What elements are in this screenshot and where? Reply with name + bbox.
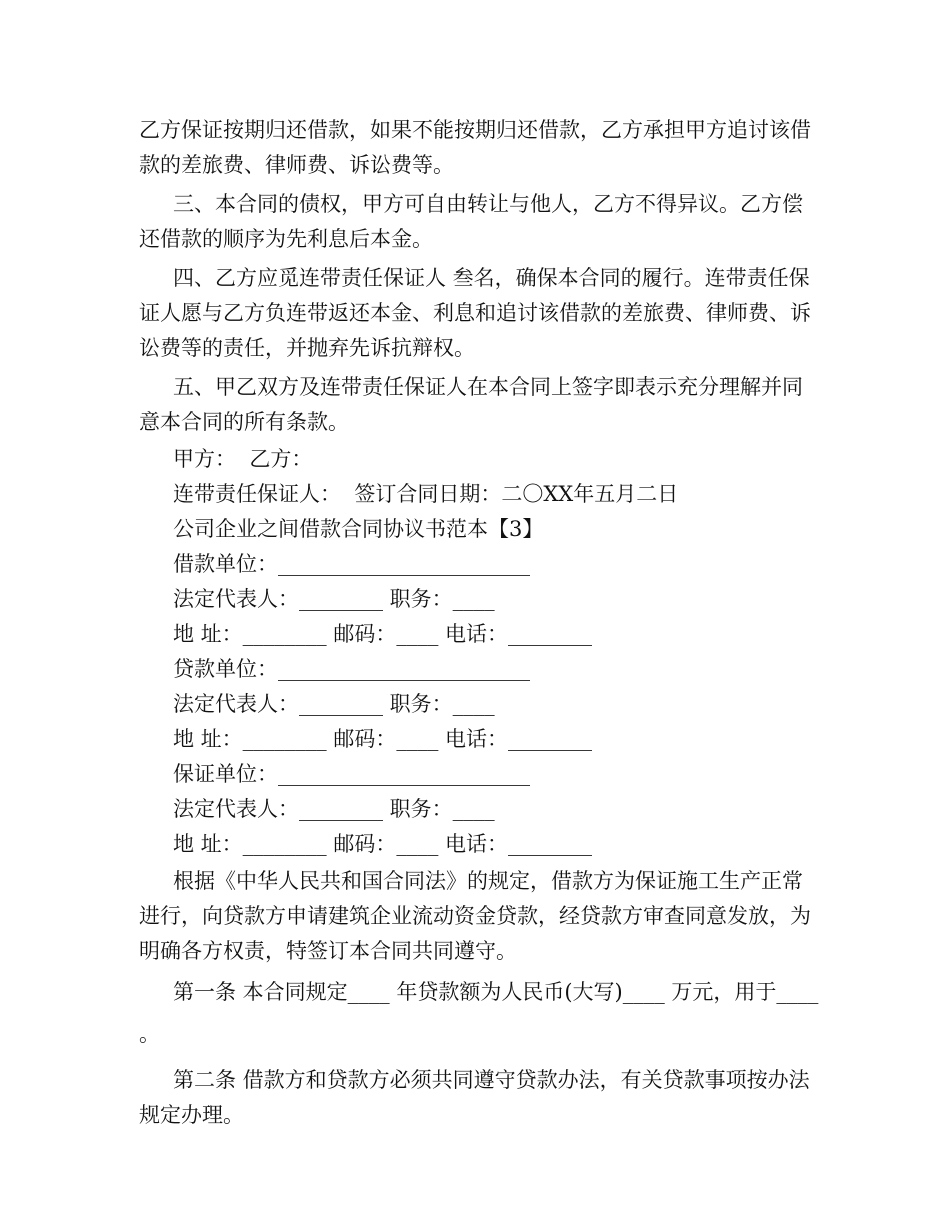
paragraph-p7: 公司企业之间借款合同协议书范本【3】 xyxy=(173,517,544,541)
paragraph-p18: 第一条 本合同规定____ 年贷款额为人民币(大写)____ 万元，用于____ 。 xyxy=(139,980,826,1046)
paragraph-p2: 三、本合同的债权，甲方可自由转让与他人，乙方不得异议。乙方偿还借款的顺序为先利息后本金。 xyxy=(139,192,803,251)
paragraph-p15: 法定代表人：________ 职务：____ xyxy=(173,797,495,821)
paragraph-p12: 法定代表人：________ 职务：____ xyxy=(173,692,495,716)
paragraph-p14: 保证单位：________________________ xyxy=(173,762,530,786)
paragraph-p17: 根据《中华人民共和国合同法》的规定，借款方为保证施工生产正常进行，向贷款方申请建筑企业流动资金贷款，经贷款方审查同意发放，为明确各方权责，特签订本合同共同遵守。 xyxy=(139,869,811,963)
paragraph-p10: 地 址：________ 邮码：____ 电话：________ xyxy=(173,622,593,646)
paragraph-p5: 甲方： 乙方： xyxy=(173,447,313,471)
paragraph-p4: 五、甲乙双方及连带责任保证人在本合同上签字即表示充分理解并同意本合同的所有条款。 xyxy=(139,375,803,434)
paragraph-p13: 地 址：________ 邮码：____ 电话：________ xyxy=(173,727,593,751)
paragraph-p16: 地 址：________ 邮码：____ 电话：________ xyxy=(173,832,593,856)
paragraph-p3: 四、乙方应觅连带责任保证人 叁名，确保本合同的履行。连带责任保证人愿与乙方负连带返还本金、利息和追讨该借款的差旅费、律师费、诉讼费等的责任，并抛弃先诉抗辩权。 xyxy=(139,266,811,360)
paragraph-p1: 乙方保证按期归还借款，如果不能按期归还借款，乙方承担甲方追讨该借款的差旅费、律师费、诉讼费等。 xyxy=(139,118,811,177)
document-body xyxy=(139,113,826,1133)
paragraph-p6: 连带责任保证人： 签订合同日期：二〇XX年五月二日 xyxy=(173,482,679,506)
paragraph-p9: 法定代表人：________ 职务：____ xyxy=(173,587,495,611)
paragraph-p11: 贷款单位：________________________ xyxy=(173,657,530,681)
paragraph-p8: 借款单位：________________________ xyxy=(173,552,530,576)
paragraph-p19: 第二条 借款方和贷款方必须共同遵守贷款办法，有关贷款事项按办法规定办理。 xyxy=(139,1068,810,1127)
